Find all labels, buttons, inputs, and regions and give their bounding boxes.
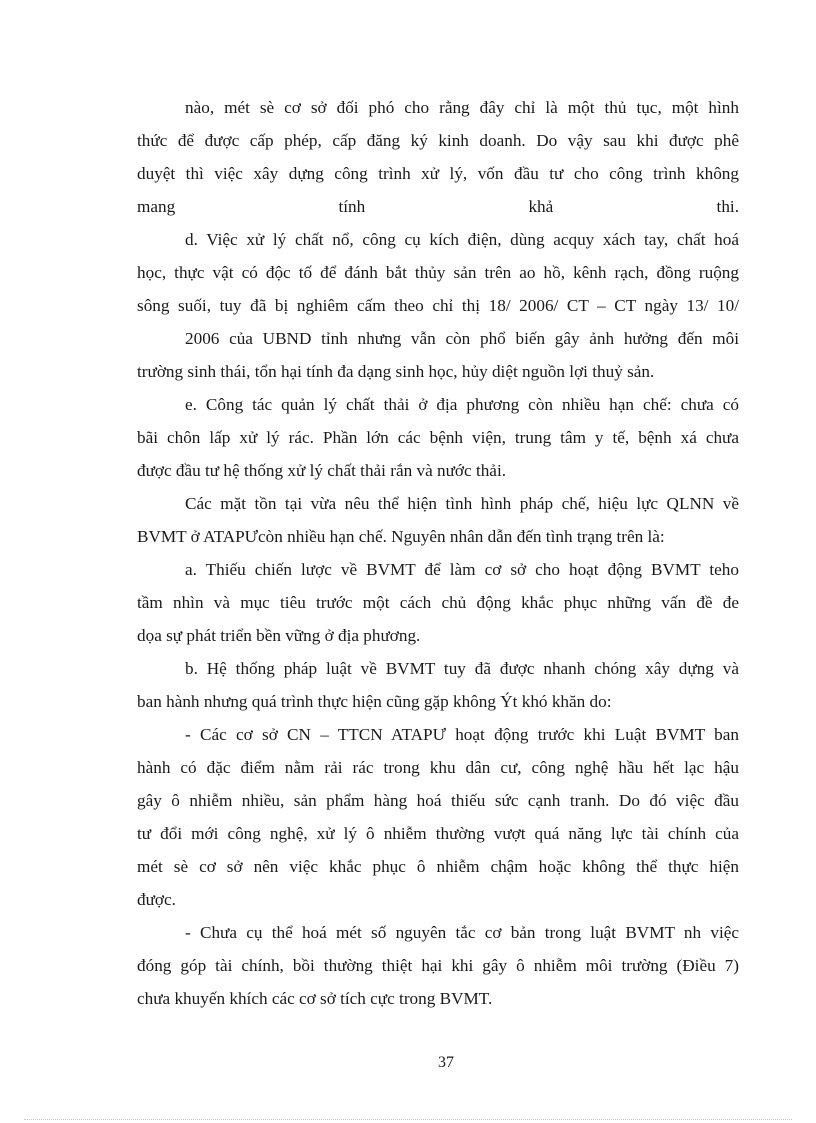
text-line: tầm nhìn và mục tiêu trước một cách chủ động khắc phục những vấn đề đe [137,593,739,612]
text-line: BVMT ở ATAPƯcòn nhiều hạn chế. Nguyên nhân dẫn đến tình trạng trên là: [137,527,665,546]
text-line: hành có đặc điểm nằm rải rác trong khu dân cư, công nghệ hầu hết lạc hậu [137,758,739,777]
text-line: b. Hệ thống pháp luật về BVMT tuy đã được nhanh chóng xây dựng và [185,659,739,678]
text-line: Các mặt tồn tại vừa nêu thể hiện tình hình pháp chế, hiệu lực QLNN về [185,494,739,513]
text-line: ban hành nhưng quá trình thực hiện cũng gặp không Ýt khó khăn do: [137,692,612,711]
text-line: a. Thiếu chiến lược về BVMT để làm cơ sở cho hoạt động BVMT teho [185,560,739,579]
text-line: d. Việc xử lý chất nổ, công cụ kích điện, dùng acquy xách tay, chất hoá [185,230,739,249]
page-bottom-divider [24,1119,792,1120]
text-line: được đầu tư hệ thống xử lý chất thải rắn và nước thải. [137,461,507,480]
body-text [137,91,739,1015]
paragraph [137,91,739,223]
paragraph [137,487,739,553]
text-line: - Các cơ sở CN – TTCN ATAPƯ hoạt động trước khi Luật BVMT ban [185,725,739,744]
text-line: học, thực vật có độc tố để đánh bắt thủy sản trên ao hồ, kênh rạch, đồng ruộng [137,263,739,282]
text-line: được. [137,890,176,909]
paragraph [137,388,739,487]
paragraph [137,916,739,1015]
paragraph [137,223,739,322]
text-line: trường sinh thái, tổn hại tính đa dạng sinh học, hủy diệt nguồn lợi thuỷ sản. [137,362,655,381]
paragraph [137,322,739,388]
text-line: mang tính khả thi. [137,197,739,216]
text-line: e. Công tác quản lý chất thải ở địa phương còn nhiều hạn chế: chưa có [185,395,739,414]
text-line: dọa sự phát triển bền vững ở địa phương. [137,626,421,645]
paragraph [137,553,739,652]
text-line: bãi chôn lấp xử lý rác. Phần lớn các bệnh viện, trung tâm y tế, bệnh xá chưa [137,428,739,447]
text-line: - Chưa cụ thể hoá mét số nguyên tắc cơ bản trong luật BVMT nh việc [185,923,739,942]
text-line: mét sè cơ sở nên việc khắc phục ô nhiễm chậm hoặc không thể thực hiện [137,857,739,876]
text-line: thức để được cấp phép, cấp đăng ký kinh doanh. Do vậy sau khi được phê [137,131,739,150]
text-line: 2006 của UBND tỉnh nhưng vẫn còn phổ biến gây ảnh hưởng đến môi [185,329,739,348]
paragraph [137,652,739,718]
text-line: đóng góp tài chính, bồi thường thiệt hại khi gây ô nhiễm môi trường (Điều 7) [137,956,739,975]
page-number: 37 [438,1054,454,1071]
text-line: duyệt thì việc xây dựng công trình xử lý, vốn đầu tư cho công trình không [137,164,739,183]
paragraph [137,718,739,916]
text-line: tư đổi mới công nghệ, xử lý ô nhiễm thường vượt quá năng lực tài chính của [137,824,739,843]
text-line: gây ô nhiễm nhiều, sản phẩm hàng hoá thiếu sức cạnh tranh. Do đó việc đầu [137,791,739,810]
text-line: chưa khuyến khích các cơ sở tích cực trong BVMT. [137,989,493,1008]
text-line: nào, mét sè cơ sở đối phó cho rằng đây chỉ là một thủ tục, một hình [185,98,739,117]
text-line: sông suối, tuy đã bị nghiêm cấm theo chỉ thị 18/ 2006/ CT – CT ngày 13/ 10/ [137,296,739,315]
